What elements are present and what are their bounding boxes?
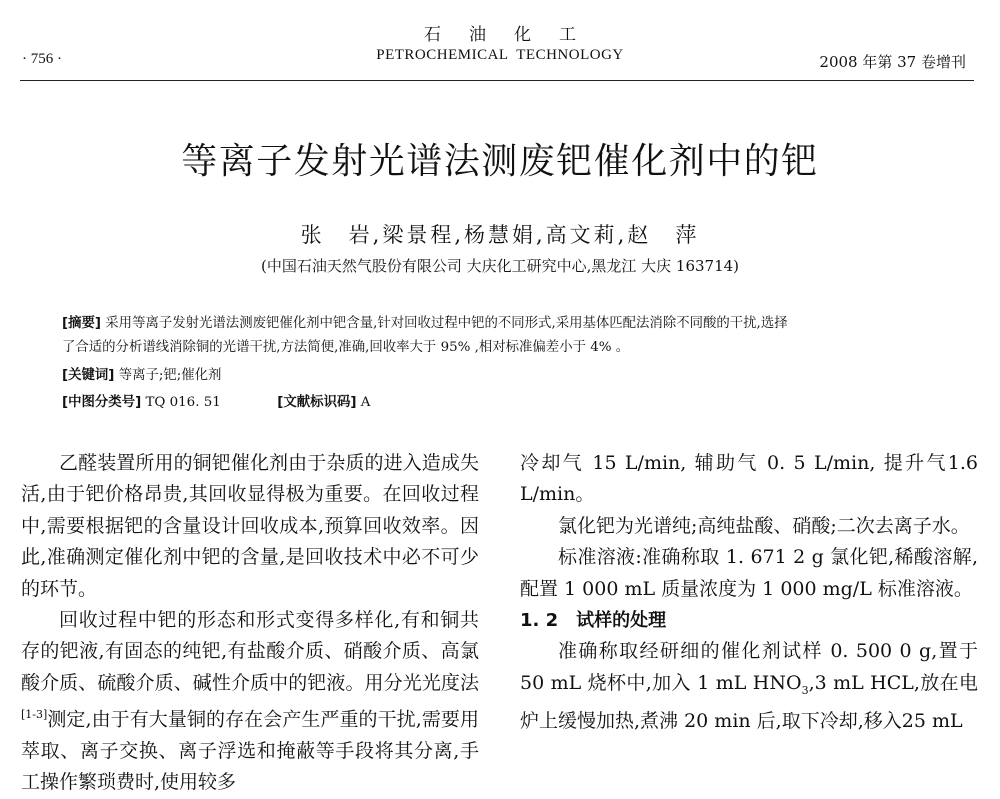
paragraph-recovery-text-a: 回收过程中钯的形态和形式变得多样化,有和铜共存的钯液,有固态的纯钯,有盐酸介质、硝酸介质、高氯酸介质、硫酸介质、碱性介质中的钯液。用分光光度法 [21,609,479,694]
keywords-text: 等离子;钯;催化剂 [118,368,222,383]
classification [62,391,370,410]
header-rule [20,80,974,81]
keywords [62,364,221,383]
paragraph-recovery [21,605,479,799]
clc-value: TQ 016. 51 [145,395,221,410]
abstract-line-1 [62,312,942,336]
paragraph-gas-flow: 冷却气 15 L/min, 辅助气 0. 5 L/min, 提升气1.6 L/min。 [520,452,978,506]
paper-title: 等离子发射光谱法测废钯催化剂中的钯 [181,141,819,182]
subscript-3: 3 [801,683,809,697]
citation-ref: [1-3] [21,708,48,722]
doc-code-label: [文献标识码] [277,395,357,410]
author-list: 张 岩,梁景程,杨慧娟,高文莉,赵 萍 [300,223,700,247]
keywords-label: [关键词] [62,368,115,383]
paragraph-standard-solution: 标准溶液:准确称取 1. 671 2 g 氯化钯,稀酸溶解,配置 1 000 mL 质量浓度为 1 000 mg/L 标准溶液。 [520,546,978,600]
paragraph-intro: 乙醛装置所用的铜钯催化剂由于杂质的进入造成失活,由于钯价格昂贵,其回收显得极为重要。在回收过程中,需要根据钯的含量设计回收成本,预算回收效率。因此,准确测定催化剂中钯的含量,是回收技术中必不可少的环节。 [21,452,479,600]
doc-code-value: A [360,395,371,410]
sample-treatment-text-a: 准确称取经研细的催化剂试样 0. 500 0 g,置于 50 mL 烧杯中,加入 1 mL HNO [520,640,978,694]
journal-name-zh: 石油化工 [424,25,604,45]
abstract-label: [摘要] [62,316,102,331]
paragraph-sample-treatment [520,636,978,737]
paragraph-recovery-text-b: 测定,由于有大量铜的存在会产生严重的干扰,需要用萃取、离子交换、离子浮选和掩蔽等手段将其分离,手工操作繁琐费时,使用较多 [21,708,479,794]
abstract-line-2: 了合适的分析谱线消除铜的光谱干扰,方法简便,准确,回收率大于 95% ,相对标准偏差小于 4% 。 [62,340,630,355]
issue-info: 2008 年第 37 卷增刊 [819,53,966,71]
body-column-left [21,448,479,799]
clc-label: [中图分类号] [62,395,142,410]
paragraph-reagents: 氯化钯为光谱纯;高纯盐酸、硝酸;二次去离子水。 [558,514,970,537]
sample-treatment-text-b: ,3 mL HCL,放在电炉上缓慢加热,煮沸 20 min 后,取下冷却,移入25 mL [520,671,978,733]
section-heading-1-2: 1. 2 试样的处理 [520,610,667,632]
abstract-text-1: 采用等离子发射光谱法测废钯催化剂中钯含量,针对回收过程中钯的不同形式,采用基体匹配法消除不同酸的干扰,选择 [105,316,788,331]
page-number: · 756 · [22,51,62,67]
body-column-right [520,448,978,737]
affiliation: (中国石油天然气股份有限公司 大庆化工研究中心,黑龙江 大庆 163714) [260,257,740,275]
journal-name-en: PETROCHEMICAL TECHNOLOGY [376,47,624,63]
